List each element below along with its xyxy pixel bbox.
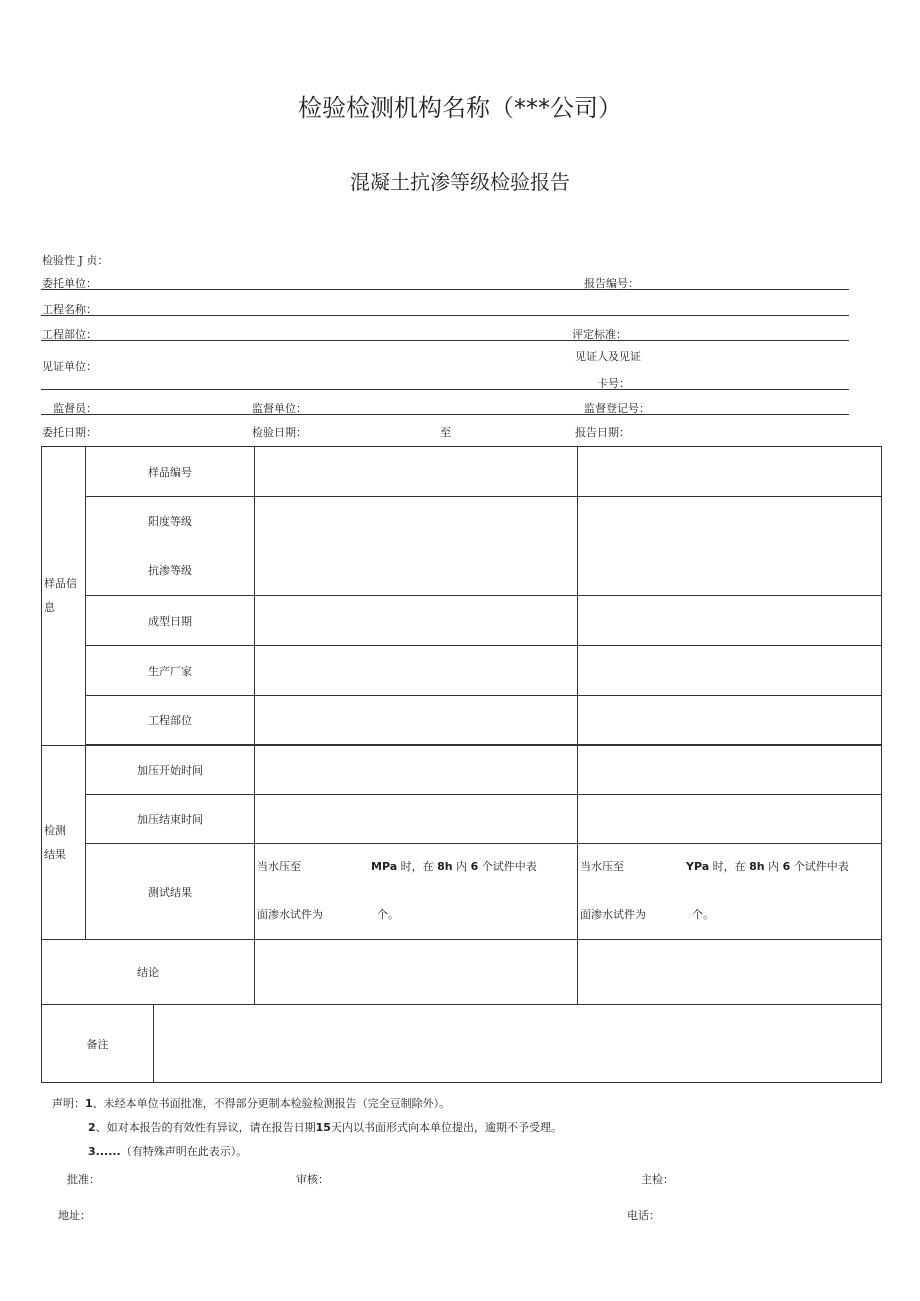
grade-value-2[interactable] <box>578 497 882 596</box>
witness-person-label: 见证人及见证 <box>575 350 641 363</box>
org-title: 检验检测机构名称（***公司） <box>298 94 622 122</box>
pressure-end-value-2[interactable] <box>578 795 882 844</box>
report-no-label: 报告编号： <box>584 277 639 290</box>
table-row <box>42 596 882 646</box>
review-label: 审核： <box>296 1173 329 1186</box>
divider <box>41 289 849 290</box>
manufacturer-label: 生产厂家 <box>86 646 255 696</box>
statement-1: 声明：1、未经本单位书面批准，不得部分更制本检验检测报告（完全豆制除外）。 <box>52 1097 451 1110</box>
sample-no-value-1[interactable] <box>255 447 578 497</box>
phone-label: 电话： <box>627 1209 660 1222</box>
table-row <box>42 447 882 497</box>
divider <box>41 340 849 341</box>
approve-label: 批准： <box>67 1173 100 1186</box>
supervisor-label: 监督员： <box>53 402 97 415</box>
project-part-value-1[interactable] <box>255 696 578 745</box>
table-row <box>42 940 882 1005</box>
witness-unit-label: 见证单位： <box>42 360 97 373</box>
test-result-value-2: 当水压至 YPa 时，在 8h 内 6 个试件中表 面渗水试件为 个。 <box>578 844 882 940</box>
conclusion-value-1[interactable] <box>255 940 578 1005</box>
supervision-reg-label: 监督登记号： <box>584 402 650 415</box>
project-part-row-label: 工程部位 <box>86 696 255 745</box>
divider <box>41 315 849 316</box>
inspection-nature-label: 检验性 J 贞： <box>42 254 109 267</box>
table-row <box>42 1005 882 1083</box>
remarks-label: 备注 <box>42 1005 154 1083</box>
test-result-group: 检测 结果 <box>42 746 86 940</box>
molding-date-value-1[interactable] <box>255 596 578 646</box>
entrust-date-label: 委托日期： <box>42 426 97 439</box>
pressure-end-label: 加压结束时间 <box>86 795 255 844</box>
report-title: 混凝土抗渗等级检验报告 <box>350 170 570 194</box>
inspection-date-label: 检验日期： <box>252 426 307 439</box>
sample-no-value-2[interactable] <box>578 447 882 497</box>
table-row <box>42 646 882 696</box>
chief-inspector-label: 主检： <box>641 1173 674 1186</box>
date-to-label: 至 <box>440 426 451 439</box>
report-date-label: 报告日期： <box>575 426 630 439</box>
statement-3: 3......（有特殊声明在此表示）。 <box>88 1145 248 1158</box>
pressure-start-value-2[interactable] <box>578 746 882 795</box>
grade-value-1[interactable] <box>255 497 578 596</box>
table-row <box>42 844 882 940</box>
divider <box>41 414 849 415</box>
grade-label: 阳度等级 抗渗等级 <box>86 497 255 596</box>
divider <box>41 389 849 390</box>
molding-date-value-2[interactable] <box>578 596 882 646</box>
table-row <box>42 795 882 844</box>
conclusion-value-2[interactable] <box>578 940 882 1005</box>
conclusion-label: 结论 <box>42 940 255 1005</box>
address-label: 地址： <box>58 1209 91 1222</box>
table-row <box>42 696 882 745</box>
project-name-label: 工程名称： <box>42 303 97 316</box>
witness-card-label: 卡号： <box>597 377 630 390</box>
sample-no-label: 样品编号 <box>86 447 255 497</box>
molding-date-label: 成型日期 <box>86 596 255 646</box>
table-row <box>42 497 882 596</box>
sample-info-group: 样品信 息 <box>42 447 86 746</box>
pressure-start-label: 加压开始时间 <box>86 746 255 795</box>
manufacturer-value-1[interactable] <box>255 646 578 696</box>
client-unit-label: 委托单位： <box>42 277 97 290</box>
project-part-value-2[interactable] <box>578 696 882 745</box>
remarks-value[interactable] <box>154 1005 882 1083</box>
report-table <box>41 446 882 1083</box>
pressure-start-value-1[interactable] <box>255 746 578 795</box>
supervision-unit-label: 监督单位： <box>252 402 307 415</box>
manufacturer-value-2[interactable] <box>578 646 882 696</box>
test-result-label: 测试结果 <box>86 844 255 940</box>
test-result-value-1: 当水压至 MPa 时，在 8h 内 6 个试件中表 面渗水试件为 个。 <box>255 844 578 940</box>
statement-2: 2、如对本报告的有效性有异议，请在报告日期15天内以书面形式向本单位提出，逾期不予受理。 <box>88 1121 562 1134</box>
table-row <box>42 746 882 795</box>
eval-standard-label: 评定标准： <box>572 328 627 341</box>
pressure-end-value-1[interactable] <box>255 795 578 844</box>
project-part-label: 工程部位： <box>42 328 97 341</box>
